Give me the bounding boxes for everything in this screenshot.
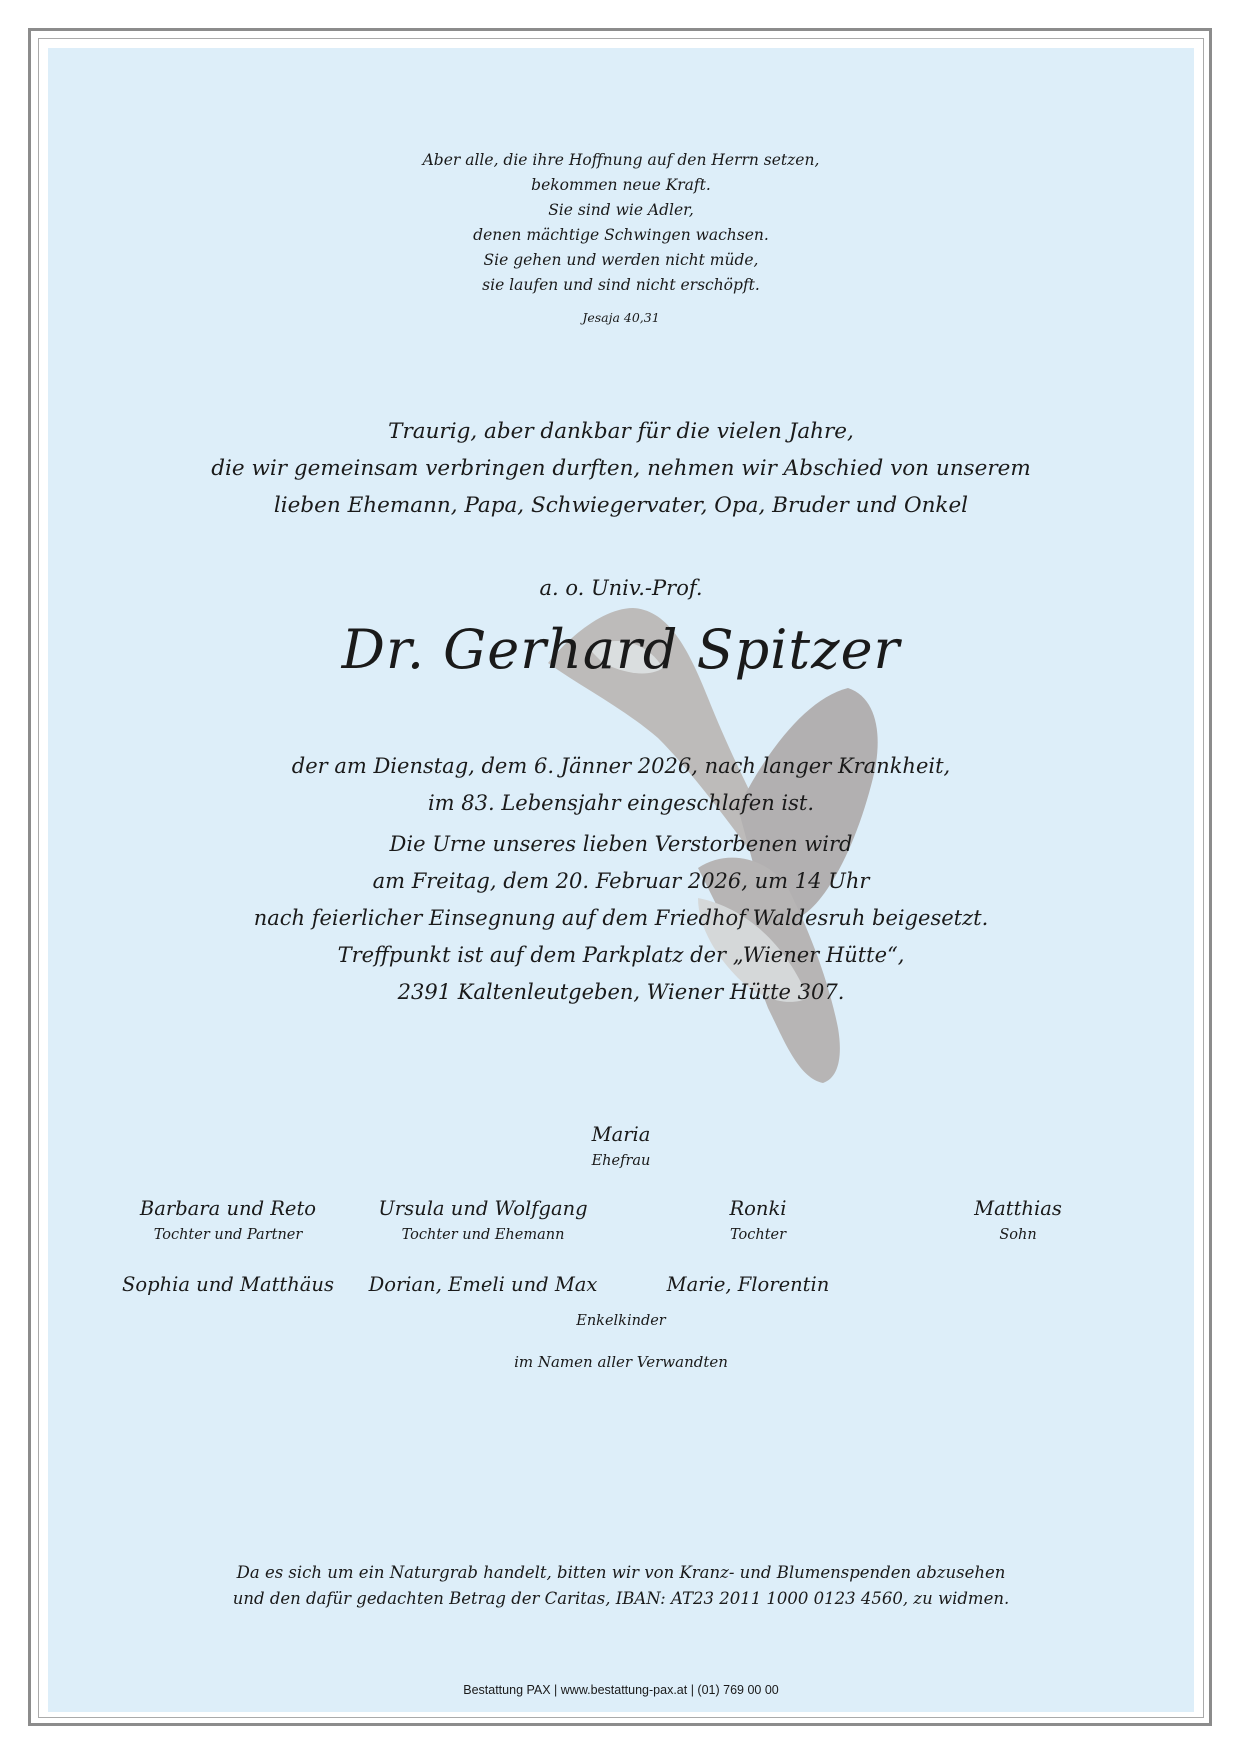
family-relation: Tochter und Partner	[153, 1227, 303, 1243]
family-name: Dorian, Emeli und Max	[368, 1273, 598, 1296]
burial-line: am Freitag, dem 20. Februar 2026, um 14 Uhr	[372, 869, 870, 893]
child-entry	[108, 1197, 348, 1243]
intro-line: Traurig, aber dankbar für die vielen Jahre,	[388, 419, 854, 444]
family-name: Barbara und Reto	[139, 1197, 317, 1220]
spouse-entry	[521, 1123, 721, 1169]
intro-line: die wir gemeinsam verbringen durften, nehmen wir Abschied von unserem	[211, 456, 1031, 481]
grandchild-entry	[88, 1273, 368, 1296]
bible-verse	[48, 148, 1194, 298]
death-line: im 83. Lebensjahr eingeschlafen ist.	[427, 791, 815, 815]
closing-line: im Namen aller Verwandten	[514, 1353, 728, 1371]
funeral-home-footer: Bestattung PAX | www.bestattung-pax.at | (01) 769 00 00	[463, 1683, 779, 1697]
death-notice	[48, 748, 1194, 822]
verse-line: denen mächtige Schwingen wachsen.	[473, 226, 769, 244]
grandchildren-relation	[521, 1306, 721, 1329]
child-entry	[688, 1197, 828, 1243]
burial-info	[48, 826, 1194, 1011]
family-relation: Tochter und Ehemann	[401, 1227, 565, 1243]
family-relation: Tochter	[729, 1227, 787, 1243]
verse-line: sie laufen und sind nicht erschöpft.	[482, 276, 760, 294]
verse-line: Aber alle, die ihre Hoffnung auf den Herrn setzen,	[422, 151, 820, 169]
family-name: Maria	[591, 1123, 651, 1146]
burial-line: Treffpunkt ist auf dem Parkplatz der „Wiener Hütte“,	[337, 943, 905, 967]
family-name: Sophia und Matthäus	[121, 1273, 334, 1296]
family-name: Ronki	[729, 1197, 787, 1220]
intro-line: lieben Ehemann, Papa, Schwiegervater, Opa, Bruder und Onkel	[273, 493, 969, 518]
family-name: Marie, Florentin	[666, 1273, 830, 1296]
grandchild-entry	[648, 1273, 848, 1296]
family-name: Matthias	[974, 1197, 1062, 1220]
child-entry	[358, 1197, 608, 1243]
burial-line: 2391 Kaltenleutgeben, Wiener Hütte 307.	[397, 980, 845, 1004]
deceased-name: Dr. Gerhard Spitzer	[341, 618, 901, 681]
burial-line: Die Urne unseres lieben Verstorbenen wird	[389, 832, 853, 856]
family-name: Ursula und Wolfgang	[378, 1197, 588, 1220]
donation-note	[48, 1560, 1194, 1612]
obituary-card	[48, 48, 1194, 1712]
verse-line: Sie sind wie Adler,	[548, 201, 694, 219]
family-relation: Ehefrau	[591, 1153, 651, 1169]
verse-reference: Jesaja 40,31	[582, 310, 660, 325]
intro-text	[48, 413, 1194, 524]
note-line: Da es sich um ein Naturgrab handelt, bitten wir von Kranz- und Blumenspenden abzusehen	[236, 1563, 1006, 1582]
burial-line: nach feierlicher Einsegnung auf dem Friedhof Waldesruh beigesetzt.	[253, 906, 989, 930]
child-entry	[948, 1197, 1088, 1243]
verse-line: bekommen neue Kraft.	[531, 176, 711, 194]
family-relation: Enkelkinder	[576, 1313, 666, 1329]
note-line: und den dafür gedachten Betrag der Caritas, IBAN: AT23 2011 1000 0123 4560, zu widmen.	[232, 1589, 1010, 1608]
death-line: der am Dienstag, dem 6. Jänner 2026, nach langer Krankheit,	[291, 754, 951, 778]
family-relation: Sohn	[999, 1227, 1037, 1243]
grandchild-entry	[348, 1273, 618, 1296]
academic-title: a. o. Univ.-Prof.	[539, 576, 703, 600]
verse-line: Sie gehen und werden nicht müde,	[483, 251, 759, 269]
